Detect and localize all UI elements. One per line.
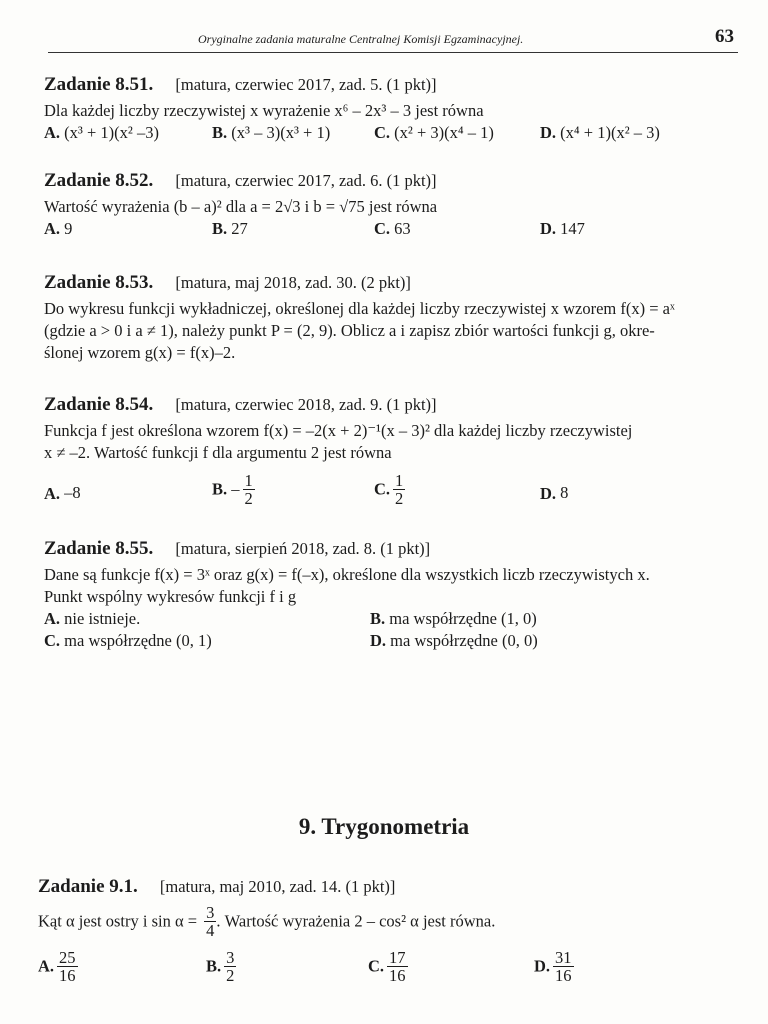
section-title: 9. Trygonometria xyxy=(298,814,470,839)
task-source: [matura, maj 2018, zad. 30. (2 pkt)] xyxy=(175,273,411,292)
answer-row xyxy=(44,608,724,630)
fraction: $\frac{1}{2}$ xyxy=(395,471,404,508)
answer-b: B. (x³ – 3)(x³ + 1) xyxy=(212,123,331,142)
answer-b: B. $\frac{3}{2}$ xyxy=(206,948,235,985)
task-title xyxy=(44,74,724,96)
page-header xyxy=(48,26,738,53)
answer-c: C. $\frac{1}{2}$ xyxy=(374,471,404,508)
task-8-53 xyxy=(44,272,724,364)
header-title: Oryginalne zadania maturalne Centralnej Komisji Egzaminacyjnej. xyxy=(198,32,524,46)
fraction: $\frac{25}{16}$ xyxy=(59,948,76,985)
fraction: $\frac{1}{2}$ xyxy=(244,471,253,508)
task-number: Zadanie 8.52. xyxy=(44,170,154,191)
task-source: [matura, maj 2010, zad. 14. (1 pkt)] xyxy=(159,877,396,896)
task-source: [matura, czerwiec 2017, zad. 6. (1 pkt)] xyxy=(175,171,437,190)
task-number: Zadanie 8.54. xyxy=(44,394,154,415)
fraction: $\frac{31}{16}$ xyxy=(555,948,572,985)
task-number: Zadanie 9.1. xyxy=(38,876,138,897)
answer-b: B. – $\frac{1}{2}$ xyxy=(212,471,253,508)
task-number: Zadanie 8.55. xyxy=(44,538,154,559)
task-prompt-line: Do wykresu funkcji wykładniczej, określonej dla każdej liczby rzeczywistej x wzorem f(x) = aˣ xyxy=(44,299,675,318)
answer-b: B. ma współrzędne (1, 0) xyxy=(370,609,537,628)
answer-row xyxy=(44,218,724,244)
answer-c: C. ma współrzędne (0, 1) xyxy=(44,631,212,650)
task-source: [matura, sierpień 2018, zad. 8. (1 pkt)] xyxy=(175,539,431,558)
answer-a: A. –8 xyxy=(44,483,81,504)
answer-row xyxy=(38,949,718,995)
task-title xyxy=(44,170,724,192)
answer-c: C. (x² + 3)(x⁴ – 1) xyxy=(374,123,494,142)
answer-d: D. (x⁴ + 1)(x² – 3) xyxy=(540,123,660,142)
task-prompt: Wartość wyrażenia (b – a)² dla a = 2√3 i b = √75 jest równa xyxy=(44,197,438,216)
task-title xyxy=(44,272,724,294)
answer-d: D. 147 xyxy=(540,219,585,238)
task-title xyxy=(38,876,718,898)
task-9-1 xyxy=(38,876,718,995)
task-8-55 xyxy=(44,538,724,652)
answer-a: A. (x³ + 1)(x² –3) xyxy=(44,123,159,142)
task-prompt-line: ślonej wzorem g(x) = f(x)–2. xyxy=(44,343,236,362)
task-prompt-line: Dane są funkcje f(x) = 3ˣ oraz g(x) = f(–x), określone dla wszystkich liczb rzeczywistych x. xyxy=(44,565,650,584)
task-prompt-line: (gdzie a > 0 i a ≠ 1), należy punkt P = (2, 9). Oblicz a i zapisz zbiór wartości funkcji g, okre- xyxy=(44,321,655,340)
answer-a: A. nie istnieje. xyxy=(44,609,141,628)
answer-d: D. ma współrzędne (0, 0) xyxy=(370,631,538,650)
answer-b: B. 27 xyxy=(212,219,248,238)
answer-c: C. $\frac{17}{16}$ xyxy=(368,948,406,985)
task-8-54 xyxy=(44,394,724,518)
task-prompt-line: Funkcja f jest określona wzorem f(x) = –2(x + 2)⁻¹(x – 3)² dla każdej liczby rzeczywistej xyxy=(44,421,633,440)
answer-a: A. $\frac{25}{16}$ xyxy=(38,948,76,985)
answer-d: D. 8 xyxy=(540,483,569,504)
task-title xyxy=(44,394,724,416)
task-prompt-line: Punkt wspólny wykresów funkcji f i g xyxy=(44,587,297,606)
task-number: Zadanie 8.53. xyxy=(44,272,154,293)
task-prompt: Dla każdej liczby rzeczywistej x wyrażenie x⁶ – 2x³ – 3 jest równa xyxy=(44,101,484,120)
task-8-52 xyxy=(44,170,724,244)
fraction: $\frac{3}{4}$ xyxy=(206,903,215,940)
task-title xyxy=(44,538,724,560)
task-prompt-line: x ≠ –2. Wartość funkcji f dla argumentu 2 jest równa xyxy=(44,443,392,462)
task-source: [matura, czerwiec 2018, zad. 9. (1 pkt)] xyxy=(175,395,437,414)
answer-a: A. 9 xyxy=(44,219,73,238)
answer-row xyxy=(44,122,724,148)
answer-c: C. 63 xyxy=(374,219,411,238)
task-prompt: Kąt α jest ostry i sin α = $\frac{3}{4}$ . Wartość wyrażenia 2 – cos² α jest równa. xyxy=(38,903,496,940)
task-8-51 xyxy=(44,74,724,148)
answer-row xyxy=(44,630,724,652)
fraction: $\frac{3}{2}$ xyxy=(226,948,235,985)
answer-row xyxy=(44,472,724,518)
task-source: [matura, czerwiec 2017, zad. 5. (1 pkt)] xyxy=(175,75,437,94)
page-number: 63 xyxy=(715,26,734,47)
fraction: $\frac{17}{16}$ xyxy=(389,948,406,985)
task-number: Zadanie 8.51. xyxy=(44,74,154,95)
answer-d: D. $\frac{31}{16}$ xyxy=(534,948,572,985)
